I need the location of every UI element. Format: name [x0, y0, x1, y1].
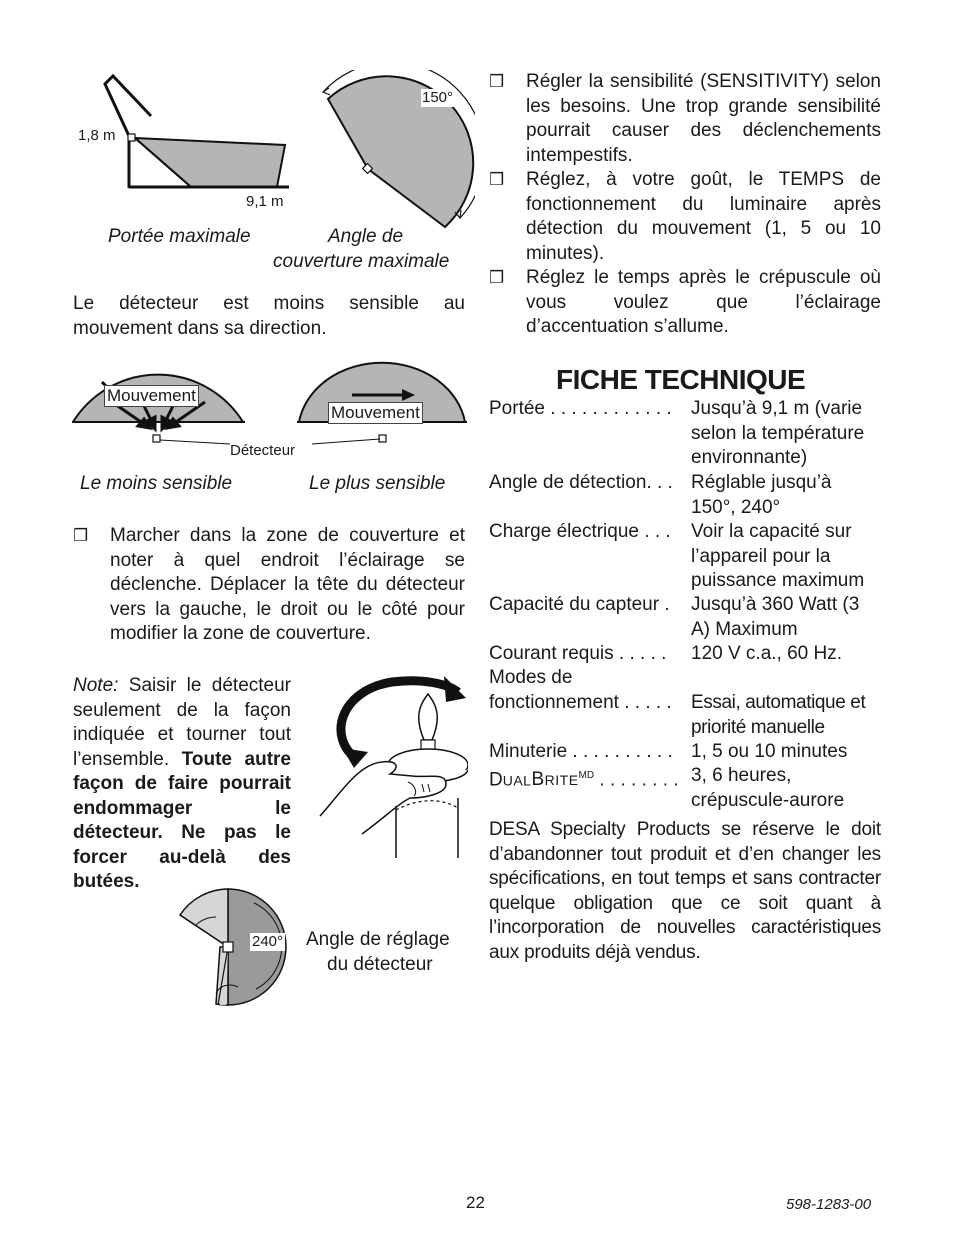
spec-value: 1, 5 ou 10 minutes: [691, 741, 848, 762]
motion-label-least: Mouvement: [104, 385, 199, 407]
angle-240-label: 240°: [252, 933, 284, 950]
angle-150-label: 150°: [422, 89, 454, 106]
note-text: Saisir le détecteur seulement de la façon indiquée et tourner tout l’ensemble.: [73, 675, 292, 770]
spec-label: fonctionnement . . . . .: [489, 692, 672, 713]
spec-label: Courant requis . . . . .: [489, 643, 667, 664]
motion-label-most: Mouvement: [328, 402, 423, 424]
spec-label: Capacité du capteur .: [489, 594, 670, 615]
detector-label: Détecteur: [230, 442, 296, 459]
range-height-label: 1,8 m: [78, 127, 116, 144]
range-distance-label: 9,1 m: [246, 193, 284, 210]
caption-adjust-1: Angle de réglage: [306, 929, 450, 950]
spec-value: Voir la capacité sur l’appareil pour la puissance maximum: [691, 521, 865, 591]
dualbrite-sup: MD: [578, 770, 595, 781]
spec-label: Charge électrique . . .: [489, 521, 671, 542]
spec-heading: FICHE TECHNIQUE: [556, 364, 806, 395]
doc-number: 598-1283-00: [786, 1196, 872, 1213]
checkbox-bullet-icon: ❒: [489, 72, 505, 92]
dualbrite-part2: BRITE: [531, 769, 579, 791]
bullet-dusk-text: Réglez le temps après le crépuscule où vous voulez que l’éclairage d’accentuation s’allume.: [526, 267, 881, 337]
caption-angle-2: couverture maximale: [273, 251, 450, 272]
spec-value: Jusqu’à 9,1 m (varie selon la température environnante): [691, 398, 865, 468]
spec-label: Minuterie . . . . . . . . . .: [489, 741, 673, 762]
note-label: Note:: [73, 675, 119, 696]
spec-value: Réglable jusqu’à 150°, 240°: [691, 472, 832, 518]
caption-range: Portée maximale: [108, 226, 251, 247]
bullet-sensitivity-text: Régler la sensibilité (SENSITIVITY) selon les besoins. Une trop grande sensibilité pourrait causer des déclenchements intempestifs.: [526, 71, 881, 166]
caption-adjust-2: du détecteur: [327, 954, 433, 975]
hand-rotation-illustration: [318, 668, 468, 858]
disclaimer-paragraph: DESA Specialty Products se réserve le doit d’abandonner tout produit et d’en changer les spécifications, en tout temps et sans contracter quelque obligation que ce soit quant à l’incorporation de nouvelles caractéristiques aux produits déjà vendus.: [489, 819, 881, 963]
spec-label: Angle de détection. . .: [489, 472, 673, 493]
spec-value: 120 V c.a., 60 Hz.: [691, 643, 843, 664]
note-warning: Toute autre façon de faire pourrait endommager le détecteur. Ne pas le forcer au-delà des butées.: [73, 748, 291, 892]
bullet-walk-text: Marcher dans la zone de couverture et noter à quel endroit l’éclairage se déclenche. Déplacer la tête du détecteur vers la gauche, le droit ou le côté pour modifier la zone de couverture.: [110, 525, 465, 644]
spec-value: Essai, automatique et priorité manuelle: [691, 692, 866, 738]
dualbrite-dots: . . . . . . . .: [594, 769, 679, 791]
bullet-time-text: Réglez, à votre goût, le TEMPS de fonctionnement du luminaire après détection du mouvement (1, 5 ou 10 minutes).: [526, 169, 881, 264]
spec-label-dualbrite: $DUALBRITE^{MD}$ . . . . . . . .: [489, 769, 679, 791]
note-block: [73, 674, 291, 895]
caption-most-sensitive: Le plus sensible: [309, 473, 446, 494]
spec-value: Jusqu’à 360 Watt (3 A) Maximum: [691, 594, 860, 640]
checkbox-bullet-icon: ❒: [489, 268, 505, 288]
caption-least-sensitive: Le moins sensible: [80, 473, 233, 494]
dualbrite-part1: UAL: [502, 772, 532, 789]
caption-angle-1: Angle de: [328, 226, 404, 247]
spec-label: Modes de: [489, 667, 573, 688]
page-number: 22: [466, 1193, 485, 1212]
checkbox-bullet-icon: ❒: [73, 526, 89, 546]
spec-label: Portée . . . . . . . . . . . .: [489, 398, 672, 419]
checkbox-bullet-icon: ❒: [489, 170, 505, 190]
spec-value: 3, 6 heures, crépuscule-aurore: [691, 765, 845, 811]
sensitivity-paragraph: Le détecteur est moins sensible au mouvement dans sa direction.: [73, 293, 465, 339]
